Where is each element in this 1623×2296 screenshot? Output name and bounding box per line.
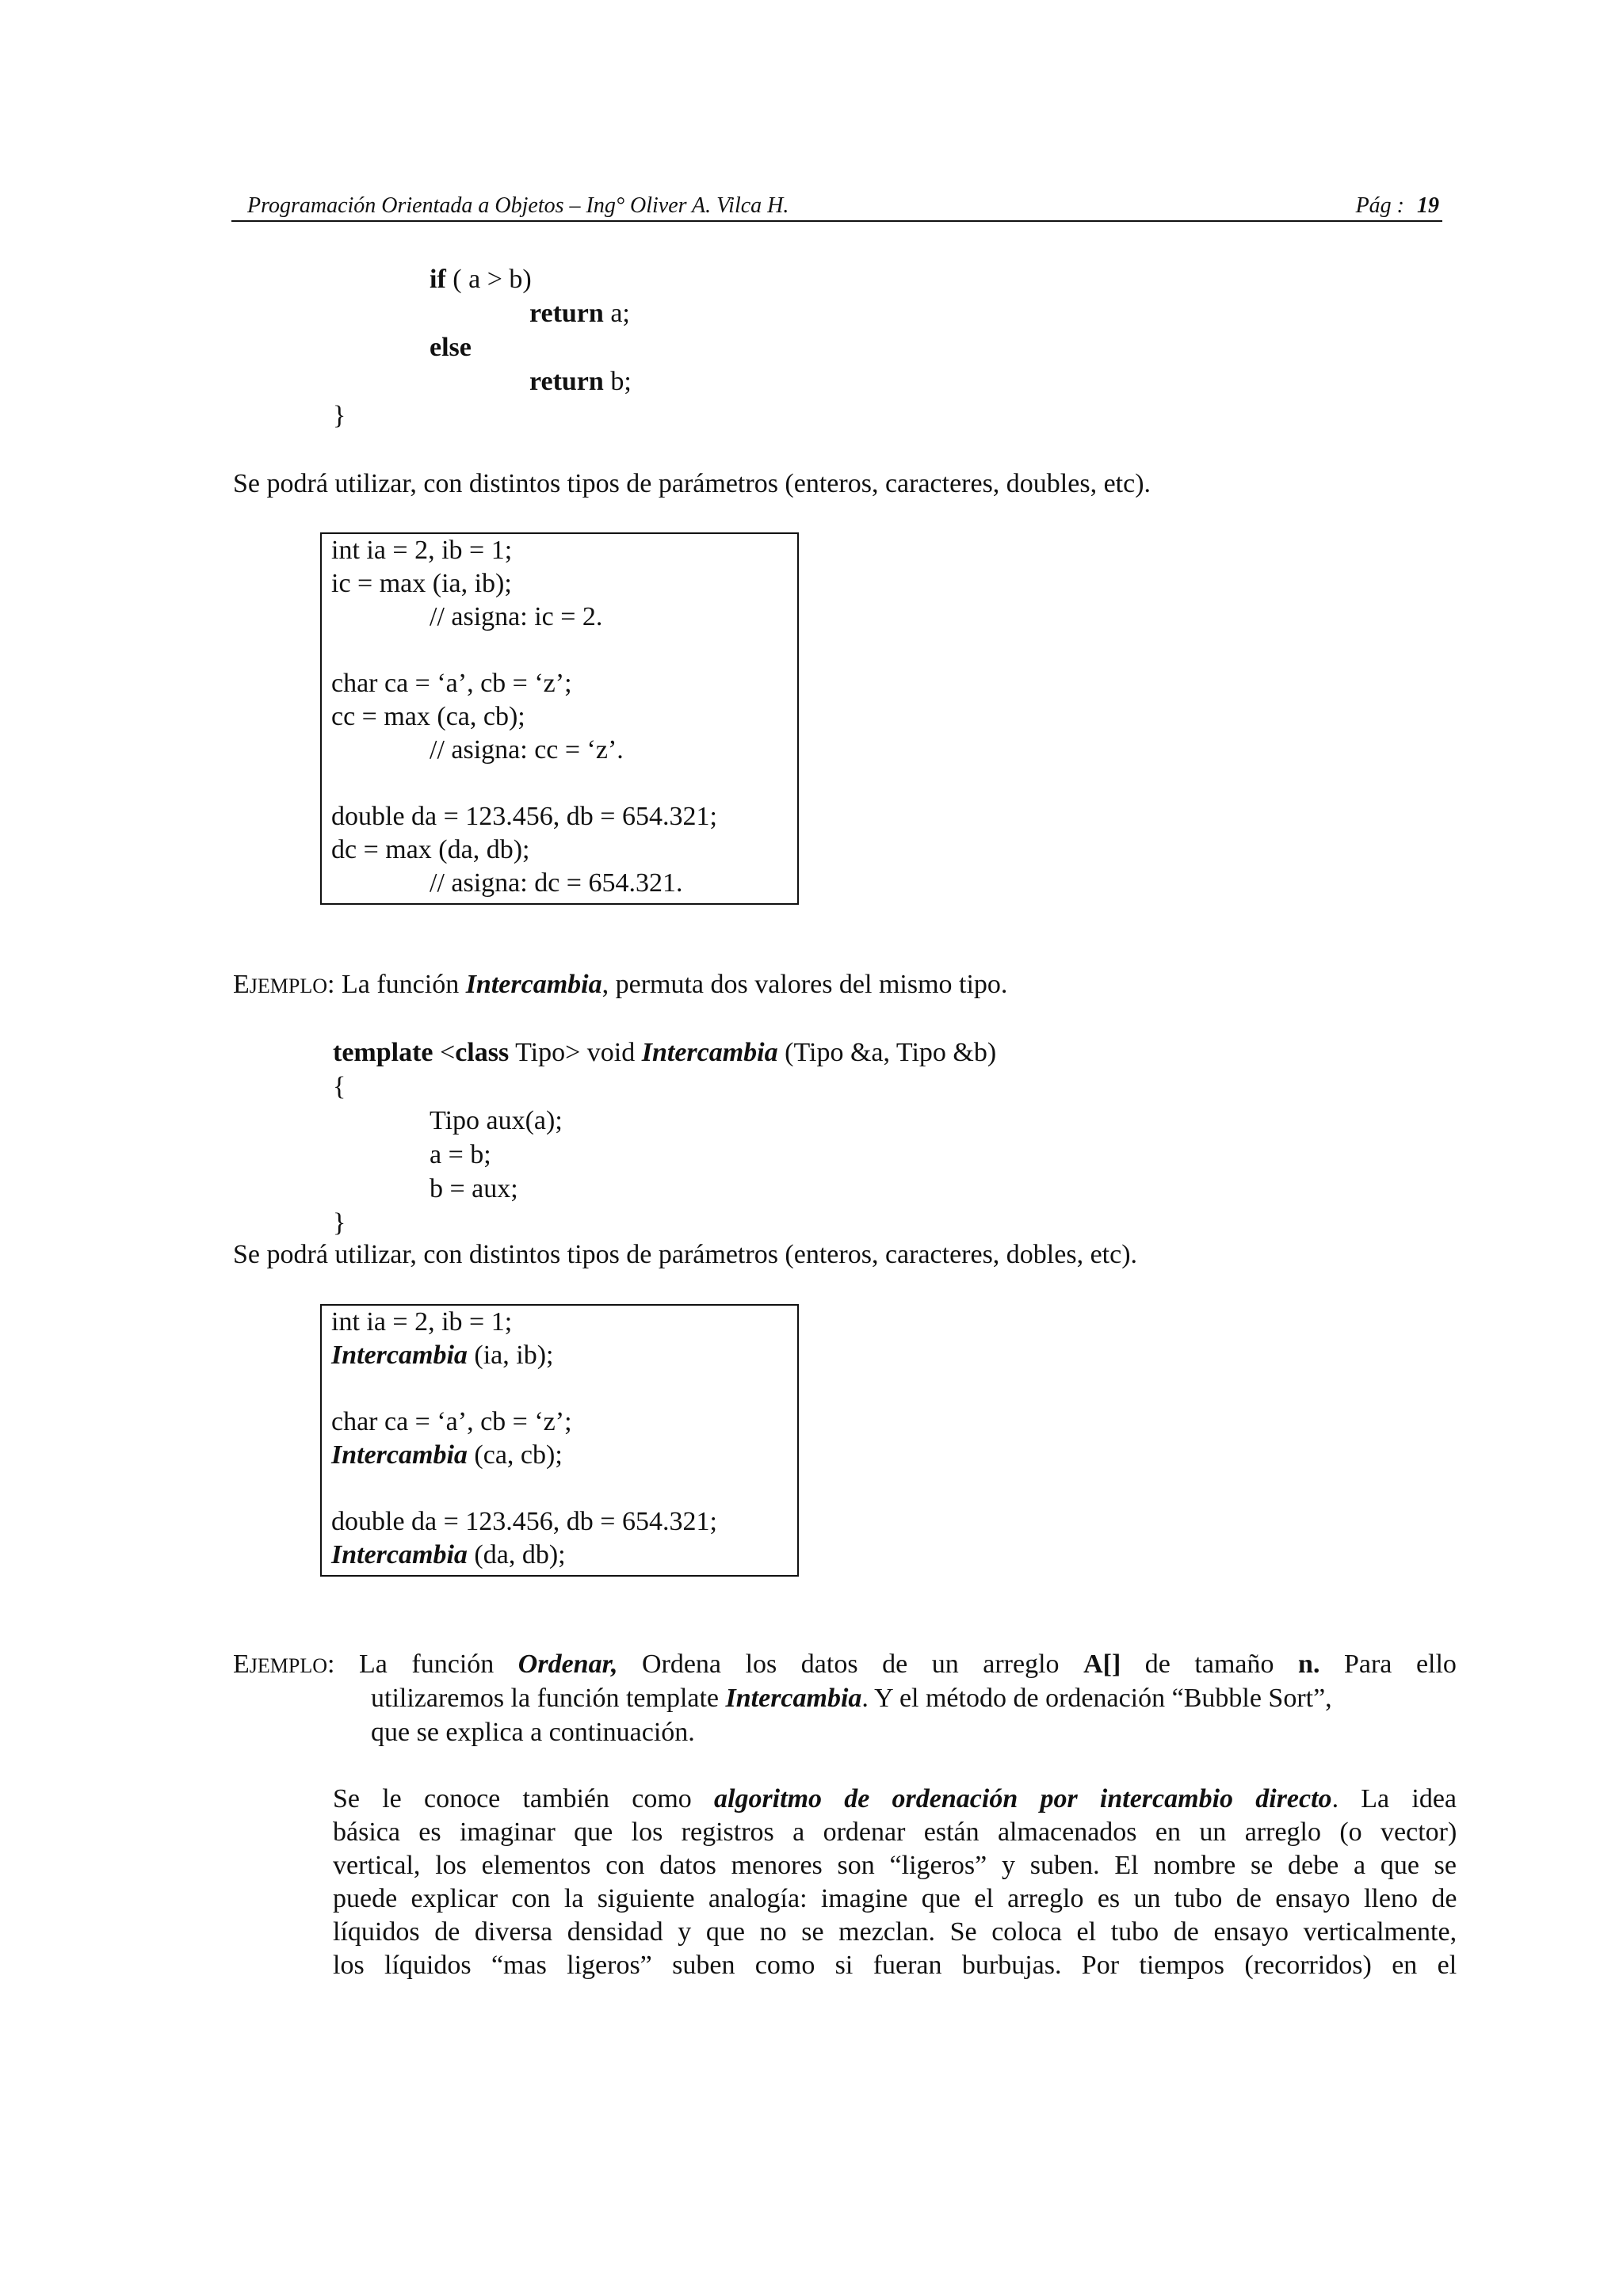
example-label-rest: JEMPLO: [249, 1654, 328, 1677]
array-name: A[]: [1083, 1650, 1121, 1679]
function-name: Intercambia: [331, 1341, 468, 1370]
code-body-line: a = b;: [430, 1140, 491, 1169]
function-name: Intercambia: [641, 1038, 778, 1067]
word: tamaño: [1194, 1650, 1274, 1679]
word: función: [411, 1650, 495, 1679]
emphasis-text: algoritmo de ordenación por intercambio directo: [714, 1784, 1332, 1814]
return-value: a;: [603, 299, 630, 328]
code-line: char ca = ‘a’, cb = ‘z’;: [331, 669, 572, 698]
code-line: [331, 1439, 563, 1472]
example-intercambia-intro: [233, 968, 1007, 1003]
code-body-line: b = aux;: [430, 1174, 518, 1203]
code-line: dc = max (da, db);: [331, 835, 530, 864]
word: de: [1144, 1650, 1170, 1679]
word: La: [359, 1650, 388, 1679]
page-number: 19: [1417, 193, 1439, 218]
code-if-line: [430, 263, 532, 296]
header-title: Programación Orientada a Objetos – Ing° Oliver A. Vilca H.: [247, 193, 789, 218]
open-brace: {: [333, 1072, 346, 1101]
example-ordenar-line-1: [233, 1648, 1457, 1683]
example-ordenar-line-2: [371, 1682, 1332, 1715]
example-label: [233, 1648, 334, 1683]
word: de: [882, 1650, 908, 1679]
paragraph-line: básica es imaginar que los registros a ordenar están almacenados en un arreglo (o vector): [333, 1817, 1457, 1847]
paragraph-line: [333, 1783, 1457, 1816]
return-value: b;: [603, 367, 632, 396]
template-signature: [333, 1036, 996, 1070]
example-text: , permuta dos valores del mismo tipo.: [601, 970, 1008, 999]
code-line: int ia = 2, ib = 1;: [331, 536, 513, 565]
signature-mid: Tipo> void: [509, 1038, 642, 1067]
word: datos: [800, 1650, 858, 1679]
example-text: La función: [334, 970, 466, 999]
code-line: double da = 123.456, db = 654.321;: [331, 1507, 717, 1536]
example-ordenar-line-3: que se explica a continuación.: [371, 1718, 695, 1747]
code-line: int ia = 2, ib = 1;: [331, 1307, 513, 1337]
code-line: char ca = ‘a’, cb = ‘z’;: [331, 1407, 572, 1436]
word: un: [931, 1650, 959, 1679]
code-line: [331, 1339, 553, 1372]
code-line: ic = max (ia, ib);: [331, 569, 512, 598]
code-comment: // asigna: ic = 2.: [430, 602, 603, 631]
example-colon: :: [327, 1650, 335, 1679]
code-return-a-line: [529, 297, 630, 330]
example-label-rest: JEMPLO: [249, 974, 328, 997]
paragraph-line: puede explicar con la siguiente analogía: imagine que el arreglo es un tubo de ensayo lleno de: [333, 1884, 1457, 1913]
word: arreglo: [983, 1650, 1060, 1679]
code-box-intercambia-usage: [320, 1304, 799, 1577]
template-keyword: template: [333, 1038, 433, 1067]
code-comment: // asigna: cc = ‘z’.: [430, 735, 624, 765]
word: Para: [1343, 1650, 1392, 1679]
code-line: double da = 123.456, db = 654.321;: [331, 802, 717, 831]
word: los: [745, 1650, 777, 1679]
function-name: Intercambia: [331, 1440, 468, 1470]
page-label: Pág :: [1355, 193, 1404, 218]
function-params: (Tipo &a, Tipo &b): [777, 1038, 997, 1067]
text: . Y el método de ordenación “Bubble Sort”,: [861, 1684, 1332, 1713]
template-lt: <: [433, 1038, 456, 1067]
text: utilizaremos la función template: [371, 1684, 726, 1713]
call-args: (ia, ib);: [467, 1341, 554, 1370]
code-return-b-line: [529, 365, 632, 399]
text: Se le conoce también como: [333, 1784, 714, 1814]
code-else-line: else: [430, 333, 472, 362]
return-keyword: return: [529, 299, 604, 328]
page-header: [231, 187, 1442, 222]
usage-paragraph-2: Se podrá utilizar, con distintos tipos de parámetros (enteros, caracteres, dobles, etc).: [233, 1240, 1138, 1269]
code-box-max-usage: [320, 532, 799, 905]
code-line: [331, 1539, 566, 1572]
call-args: (da, db);: [467, 1540, 566, 1569]
call-args: (ca, cb);: [467, 1440, 563, 1470]
paragraph-line: los líquidos “mas ligeros” suben como si fueran burbujas. Por tiempos (recorridos) en el: [333, 1951, 1457, 1980]
usage-paragraph-1: Se podrá utilizar, con distintos tipos de parámetros (enteros, caracteres, doubles, etc).: [233, 469, 1151, 498]
code-line: cc = max (ca, cb);: [331, 702, 525, 731]
function-name: Intercambia: [725, 1684, 862, 1713]
return-keyword: return: [529, 367, 604, 396]
if-keyword: if: [430, 265, 446, 294]
text: . La idea: [1331, 1784, 1457, 1814]
code-close-brace: }: [333, 401, 346, 430]
header-page: [1356, 193, 1439, 219]
close-brace: }: [333, 1208, 346, 1238]
code-body-line: Tipo aux(a);: [430, 1106, 563, 1135]
function-name: Intercambia: [331, 1540, 468, 1569]
code-comment: // asigna: dc = 654.321.: [430, 868, 683, 898]
word: Ordena: [641, 1650, 722, 1679]
bubble-sort-paragraph: [333, 1783, 1457, 1982]
size-name: n.: [1298, 1650, 1320, 1679]
function-name: Ordenar,: [517, 1650, 618, 1679]
example-colon: :: [327, 970, 335, 999]
word: ello: [1415, 1650, 1457, 1679]
example-label-first: E: [233, 970, 250, 999]
class-keyword: class: [455, 1038, 510, 1067]
if-condition: ( a > b): [445, 265, 532, 294]
example-label-first: E: [233, 1650, 250, 1679]
paragraph-line: líquidos de diversa densidad y que no se mezclan. Se coloca el tubo de ensayo verticalmente,: [333, 1917, 1457, 1947]
function-name: Intercambia: [465, 970, 602, 999]
paragraph-line: vertical, los elementos con datos menores son “ligeros” y suben. El nombre se debe a que se: [333, 1851, 1457, 1880]
